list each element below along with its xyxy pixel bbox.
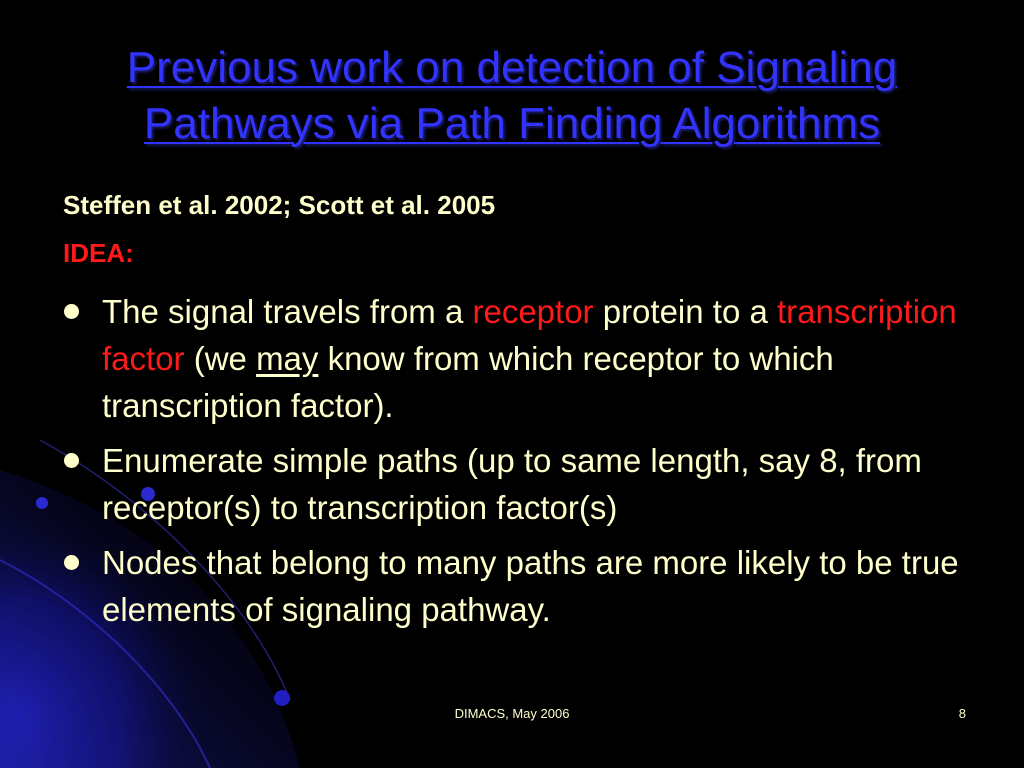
bullet-text: (we — [184, 340, 257, 377]
underlined-may: may — [256, 340, 319, 377]
page-number: 8 — [958, 706, 966, 721]
highlight-transcription-factor: transcription factor — [102, 293, 957, 377]
bullet-dot-icon — [64, 304, 79, 319]
bullet-item-nodes — [60, 539, 970, 633]
bullet-item-signal — [60, 288, 970, 429]
title-line-2[interactable]: Pathways via Path Finding Algorithms — [143, 99, 881, 148]
bullet-text: know from which receptor to which transcription factor). — [102, 340, 834, 424]
bullet-item-enumerate — [60, 437, 970, 531]
footer-text: DIMACS, May 2006 — [454, 706, 570, 721]
slide-title[interactable] — [30, 40, 994, 152]
citation-subtitle: Steffen et al. 2002; Scott et al. 2005 — [63, 190, 496, 220]
highlight-receptor: receptor — [472, 293, 594, 330]
bullet-text: Enumerate simple paths (up to same length, say 8, from receptor(s) to transcription factor(s) — [102, 442, 922, 526]
bullet-list — [60, 288, 970, 641]
bullet-text: Nodes that belong to many paths are more likely to be true elements of signaling pathway. — [102, 544, 959, 628]
idea-label: IDEA: — [63, 238, 134, 268]
bullet-text: protein to a — [593, 293, 777, 330]
bullet-dot-icon — [64, 555, 79, 570]
title-line-1[interactable]: Previous work on detection of Signaling — [126, 43, 898, 92]
bullet-dot-icon — [64, 453, 79, 468]
bullet-text: The signal travels from a — [102, 293, 473, 330]
